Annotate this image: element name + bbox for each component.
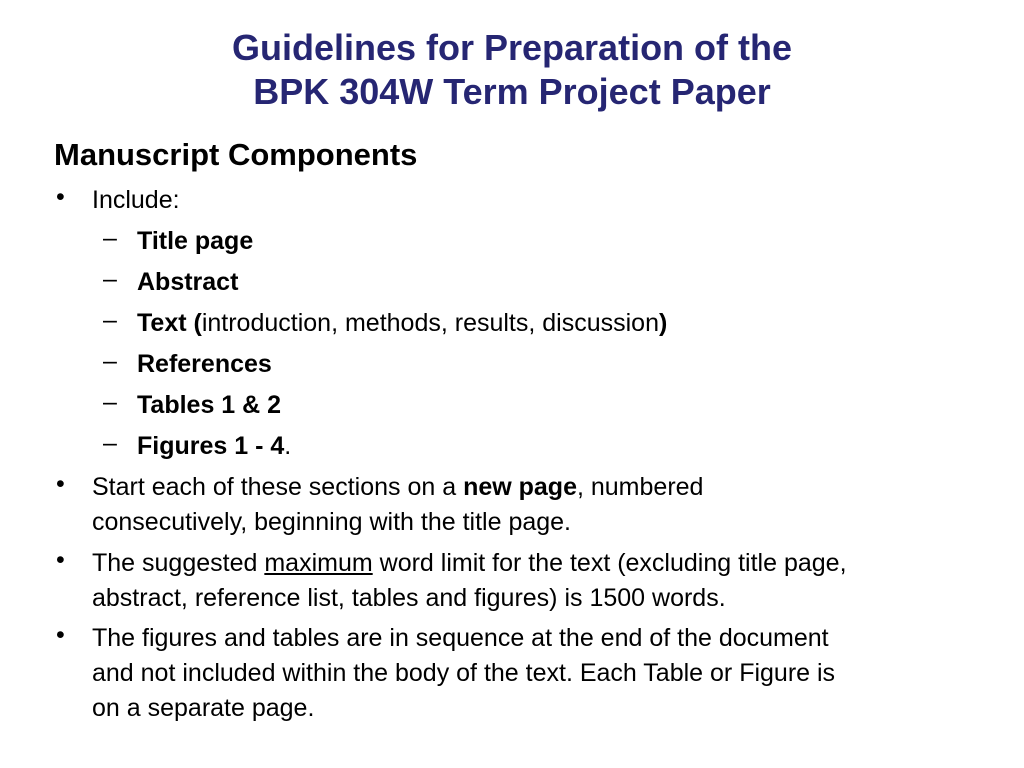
bullet-line: consecutively, beginning with the title page. <box>92 508 572 536</box>
text-label: Text ( <box>137 309 202 337</box>
bullet-word-limit <box>92 546 992 616</box>
title-line-2: BPK 304W Term Project Paper <box>253 71 771 112</box>
include-label: Include: <box>92 186 180 214</box>
slide-title <box>0 26 1024 114</box>
dash-marker: – <box>103 265 117 293</box>
new-page-emphasis: new page <box>463 473 577 501</box>
dash-marker: – <box>103 306 117 334</box>
sub-item-references: References <box>137 350 272 378</box>
text-close-paren: ) <box>659 309 668 337</box>
title-line-1: Guidelines for Preparation of the <box>231 27 793 68</box>
text-sections: introduction, methods, results, discussion <box>201 309 659 337</box>
sub-item-text <box>137 306 997 341</box>
bullet-marker: • <box>56 183 65 211</box>
text-run: The suggested <box>92 549 265 577</box>
dash-marker: – <box>103 224 117 252</box>
bullet-line <box>92 546 992 581</box>
figures-period: . <box>284 432 292 460</box>
dash-marker: – <box>103 429 117 457</box>
bullet-line <box>92 470 992 505</box>
dash-marker: – <box>103 347 117 375</box>
bullet-marker: • <box>56 546 65 574</box>
bullet-line: on a separate page. <box>92 694 315 722</box>
bullet-figures-tables <box>92 621 992 726</box>
section-heading: Manuscript Components <box>54 137 418 172</box>
bullet-marker: • <box>56 621 65 649</box>
text-run: , numbered <box>576 473 704 501</box>
bullet-start-sections <box>92 470 992 540</box>
text-run: Start each of these sections on a <box>92 473 464 501</box>
bullet-line: The figures and tables are in sequence at the end of the document <box>92 624 829 652</box>
text-run: word limit for the text (excluding title page, <box>372 549 847 577</box>
sub-item-title-page: Title page <box>137 227 254 255</box>
bullet-marker: • <box>56 470 65 498</box>
bullet-include <box>92 183 992 218</box>
figures-label: Figures 1 - 4 <box>137 432 285 460</box>
sub-item-tables: Tables 1 & 2 <box>137 391 282 419</box>
sub-item-abstract: Abstract <box>137 268 239 296</box>
bullet-line: and not included within the body of the text. Each Table or Figure is <box>92 659 836 687</box>
sub-item-figures <box>137 429 997 464</box>
dash-marker: – <box>103 388 117 416</box>
maximum-emphasis: maximum <box>264 549 373 577</box>
bullet-line: abstract, reference list, tables and figures) is 1500 words. <box>92 584 726 612</box>
